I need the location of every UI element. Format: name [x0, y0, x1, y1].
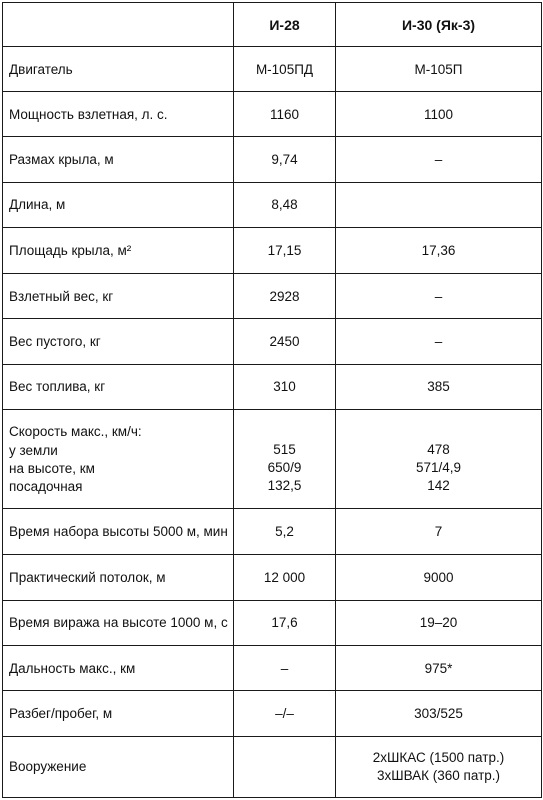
row-value-i28: 17,6 [234, 600, 336, 645]
table-row [3, 646, 542, 691]
armament-line-1: 2хШКАС (1500 патр.) [372, 749, 505, 765]
row-value-i28: 5,2 [234, 509, 336, 554]
table-row-armament [3, 736, 542, 797]
row-value-i28: –/– [234, 691, 336, 736]
speed-label-landing: посадочная [9, 478, 83, 494]
row-value-i30: 1100 [336, 92, 542, 137]
table-row [3, 137, 542, 182]
table-row-speed [3, 409, 542, 509]
header-row [3, 3, 542, 47]
speed-ground-i28: 515 [273, 442, 296, 458]
row-value-i28 [234, 409, 336, 509]
row-label: Вес топлива, кг [3, 364, 234, 409]
row-label: Размах крыла, м [3, 137, 234, 182]
row-label: Двигатель [3, 47, 234, 92]
table-row [3, 509, 542, 554]
header-i30: И-30 (Як-3) [336, 3, 542, 47]
table-row [3, 182, 542, 227]
row-label: Время виража на высоте 1000 м, с [3, 600, 234, 645]
row-value-i28 [234, 736, 336, 797]
row-value-i28: – [234, 646, 336, 691]
row-label: Взлетный вес, кг [3, 274, 234, 319]
row-label: Вооружение [3, 736, 234, 797]
table-row [3, 274, 542, 319]
row-label: Вес пустого, кг [3, 319, 234, 364]
armament-line-2: 3хШВАК (360 патр.) [376, 767, 501, 783]
table-row [3, 600, 542, 645]
table-row [3, 92, 542, 137]
speed-landing-i28: 132,5 [267, 478, 302, 494]
speed-label-altitude: на высоте, км [9, 460, 95, 476]
row-value-i28: 2450 [234, 319, 336, 364]
row-value-i28: 2928 [234, 274, 336, 319]
row-value-i30: – [336, 274, 542, 319]
speed-landing-i30: 142 [427, 478, 450, 494]
table-row [3, 227, 542, 273]
row-value-i28: 17,15 [234, 227, 336, 273]
table-row [3, 319, 542, 364]
row-value-i30: М-105П [336, 47, 542, 92]
row-value-i30 [336, 736, 542, 797]
table-row [3, 364, 542, 409]
header-param [3, 3, 234, 47]
specifications-table [2, 2, 542, 798]
row-value-i30: 303/525 [336, 691, 542, 736]
table-row [3, 691, 542, 736]
row-label: Дальность макс., км [3, 646, 234, 691]
row-value-i30: 7 [336, 509, 542, 554]
row-value-i28: 1160 [234, 92, 336, 137]
speed-ground-i30: 478 [427, 442, 450, 458]
row-value-i30 [336, 409, 542, 509]
row-value-i30: 385 [336, 364, 542, 409]
row-value-i28: 310 [234, 364, 336, 409]
row-value-i28: М-105ПД [234, 47, 336, 92]
row-value-i30: 975* [336, 646, 542, 691]
table-row [3, 47, 542, 92]
row-label: Время набора высоты 5000 м, мин [3, 509, 234, 554]
row-label: Длина, м [3, 182, 234, 227]
speed-label-ground: у земли [9, 442, 58, 458]
row-value-i30 [336, 182, 542, 227]
row-value-i28: 9,74 [234, 137, 336, 182]
table-row [3, 554, 542, 600]
speed-altitude-i28: 650/9 [267, 460, 302, 476]
row-label: Мощность взлетная, л. с. [3, 92, 234, 137]
row-value-i30: – [336, 137, 542, 182]
speed-label-title: Скорость макс., км/ч: [9, 423, 142, 439]
row-label-speed [3, 409, 234, 509]
row-value-i30: 17,36 [336, 227, 542, 273]
row-value-i28: 8,48 [234, 182, 336, 227]
row-label: Практический потолок, м [3, 554, 234, 600]
row-value-i30: 19–20 [336, 600, 542, 645]
row-value-i30: 9000 [336, 554, 542, 600]
row-value-i28: 12 000 [234, 554, 336, 600]
row-label: Площадь крыла, м² [3, 227, 234, 273]
header-i28: И-28 [234, 3, 336, 47]
row-label: Разбег/пробег, м [3, 691, 234, 736]
row-value-i30: – [336, 319, 542, 364]
speed-altitude-i30: 571/4,9 [415, 460, 462, 476]
